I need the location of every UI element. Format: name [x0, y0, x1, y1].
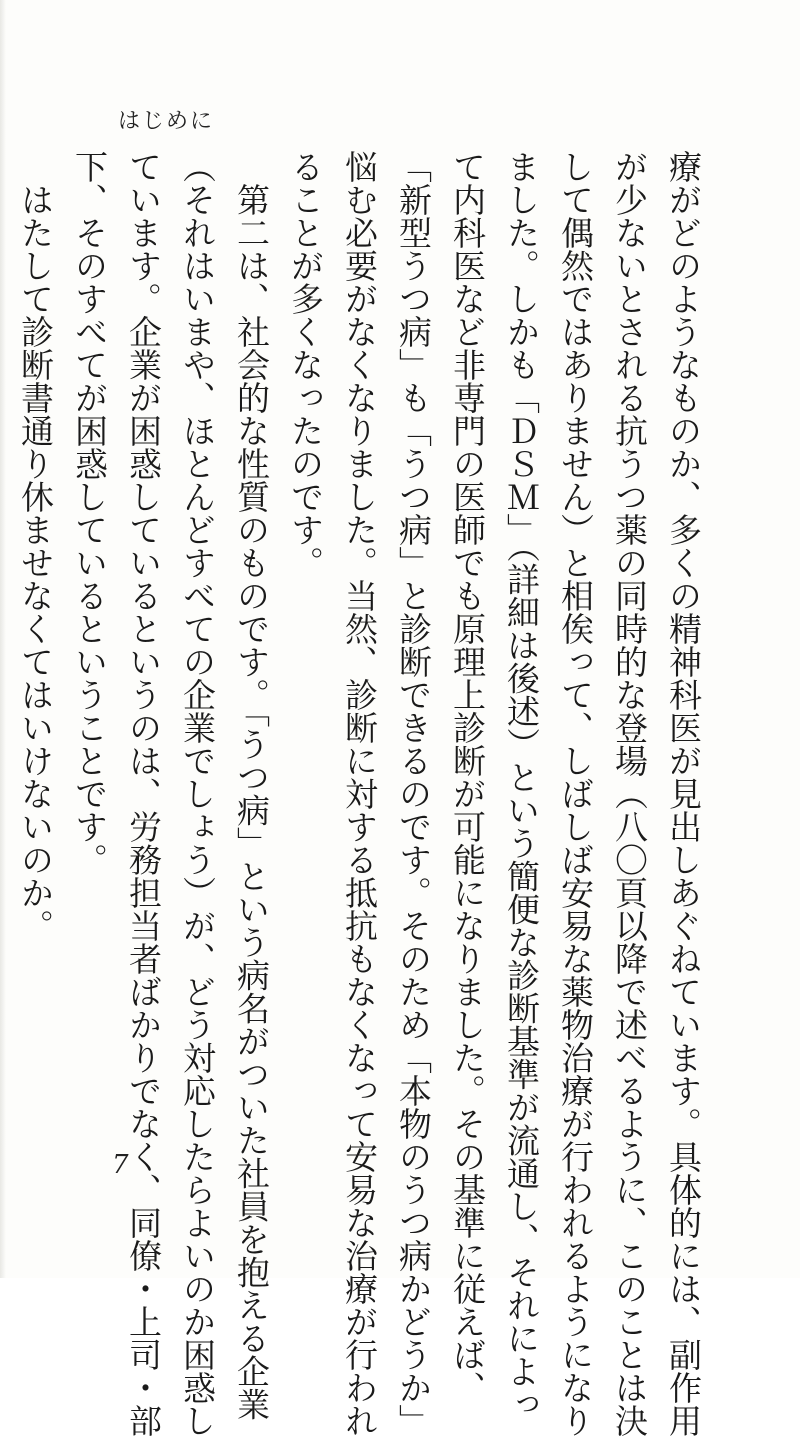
text-line: 悩む必要がなくなりました。当然、診断に対する抵抗もなくなって安易な治療が行われ [340, 150, 379, 1437]
text-line: 療がどのようなものか、多くの精神科医が見出しあぐねています。具体的には、副作用 [664, 150, 703, 1437]
text-line: 下、そのすべてが困惑しているということです。 [70, 150, 109, 876]
text-line: ることが多くなったのです。 [286, 150, 325, 579]
text-line: （それはいまや、ほとんどすべての企業でしょう）が、どう対応したらよいのか困惑し [178, 150, 217, 1437]
running-head: はじめに [118, 109, 215, 134]
body-text [16, 150, 710, 1437]
page-number: 7 [112, 1150, 129, 1180]
text-line: はたして診断書通り休ませなくてはいけないのか。 [16, 150, 55, 942]
text-line: て内科医など非専門の医師でも原理上診断が可能になりました。その基準に従えば、 [448, 150, 487, 1404]
text-line: して偶然ではありません）と相俟って、しばしば安易な薬物治療が行われるようになり [556, 150, 595, 1437]
text-line: ました。しかも「ＤＳＭ」（詳細は後述）という簡便な診断基準が流通し、それによっ [502, 150, 541, 1421]
text-line: が少ないとされる抗うつ薬の同時的な登場（八〇頁以降で述べるように、このことは決 [610, 150, 649, 1437]
text-line: ています。企業が困惑しているというのは、労務担当者ばかりでなく、同僚・上司・部 [124, 150, 163, 1437]
text-line: 第二は、社会的な性質のものです。「うつ病」という病名がついた社員を抱える企業 [232, 150, 271, 1421]
text-line [0, 150, 8, 1140]
text-line: 「新型うつ病」も「うつ病」と診断できるのです。そのため「本物のうつ病かどうか」 [394, 150, 433, 1437]
